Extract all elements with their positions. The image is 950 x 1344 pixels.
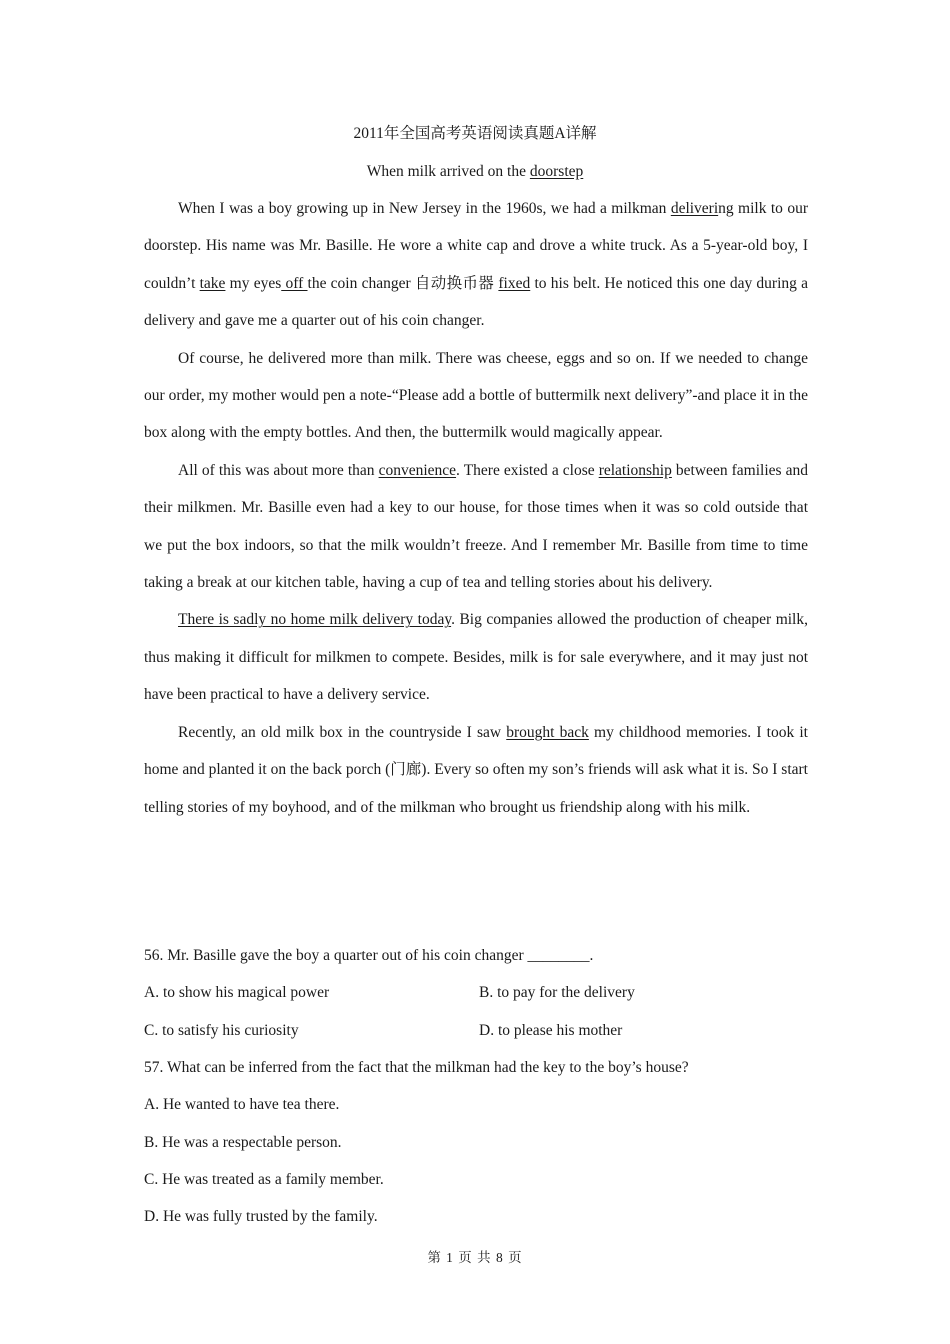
question-57-option-a: A. He wanted to have tea there.: [144, 1096, 340, 1113]
question-57-stem: 57. What can be inferred from the fact that the milkman had the key to the boy’s house?: [144, 1059, 689, 1076]
passage-body: [144, 190, 808, 826]
underlined-word: doorstep: [529, 163, 584, 180]
underlined-word: relationship: [598, 461, 672, 479]
question-57-option-b: B. He was a respectable person.: [144, 1134, 342, 1151]
text-run: my eyes: [225, 274, 282, 292]
text-run: ng milk to our doorstep. His name was Mr. Basille. He wore a white cap and drove a white truck. As a 5-year-old boy, I couldn’t: [144, 200, 809, 292]
text-run: . Big companies allowed the production of cheaper milk, thus making it difficult for milkmen to compete. Besides, milk is for sale everywhere, and it may just not have been practical to have a delivery service.: [144, 611, 808, 704]
underlined-word: convenience: [378, 461, 457, 479]
question-56-stem: 56. Mr. Basille gave the boy a quarter out of his coin changer ________.: [144, 947, 594, 964]
paragraph-5: [144, 714, 808, 826]
text-run: . There existed a close: [456, 461, 599, 479]
passage-title: [0, 162, 950, 182]
underlined-word: fixed: [498, 274, 531, 292]
text-run: my childhood memories. I took it home and planted it on the back porch (门廊). Every so often my son’s friends will ask what it is. So I start telling stories of my boyhood, and of the milkman who brought us friendship along with his milk.: [144, 723, 808, 816]
question-56-option-b: B. to pay for the delivery: [479, 984, 635, 1001]
question-57-option-c: C. He was treated as a family member.: [144, 1171, 384, 1188]
text-run: between families and their milkmen. Mr. Basille even had a key to our house, for those times when it was so cold outside that we put the box indoors, so that the milk wouldn’t freeze. And I remember Mr. Basille from time to time taking a break at our kitchen table, having a cup of tea and telling stories about his delivery.: [144, 461, 808, 592]
text-run: the coin changer 自动换币器: [307, 274, 499, 292]
question-56-option-a: A. to show his magical power: [144, 984, 330, 1001]
underlined-word: off: [281, 274, 308, 292]
question-56-option-d: D. to please his mother: [479, 1022, 623, 1039]
text-run: All of this was about more than: [178, 461, 379, 479]
paragraph-3: [144, 452, 808, 602]
paragraph-2: Of course, he delivered more than milk. There was cheese, eggs and so on. If we needed to change our order, my mother would pen a note-“Please add a bottle of buttermilk next delivery”-and place it in the box along with the empty bottles. And then, the buttermilk would magically appear.: [144, 349, 808, 442]
document-title: 2011年全国高考英语阅读真题A详解: [353, 125, 597, 142]
underlined-phrase: brought back: [506, 723, 589, 741]
text-run: Recently, an old milk box in the countryside I saw: [178, 723, 507, 741]
paragraph-1: [144, 190, 808, 340]
question-56-option-c: C. to satisfy his curiosity: [144, 1022, 299, 1039]
paragraph-4: [144, 601, 808, 713]
underlined-word: deliveri: [670, 200, 719, 217]
passage-title-text: When milk arrived on the: [366, 163, 530, 180]
underlined-word: take: [199, 274, 226, 292]
page-footer: 第 1 页 共 8 页: [427, 1250, 523, 1265]
underlined-sentence: There is sadly no home milk delivery today: [178, 611, 452, 629]
text-run: When I was a boy growing up in New Jersey in the 1960s, we had a milkman: [178, 200, 671, 217]
text-run: to his belt. He noticed this one day during a delivery and gave me a quarter out of his coin changer.: [144, 274, 809, 330]
question-57-option-d: D. He was fully trusted by the family.: [144, 1208, 378, 1225]
